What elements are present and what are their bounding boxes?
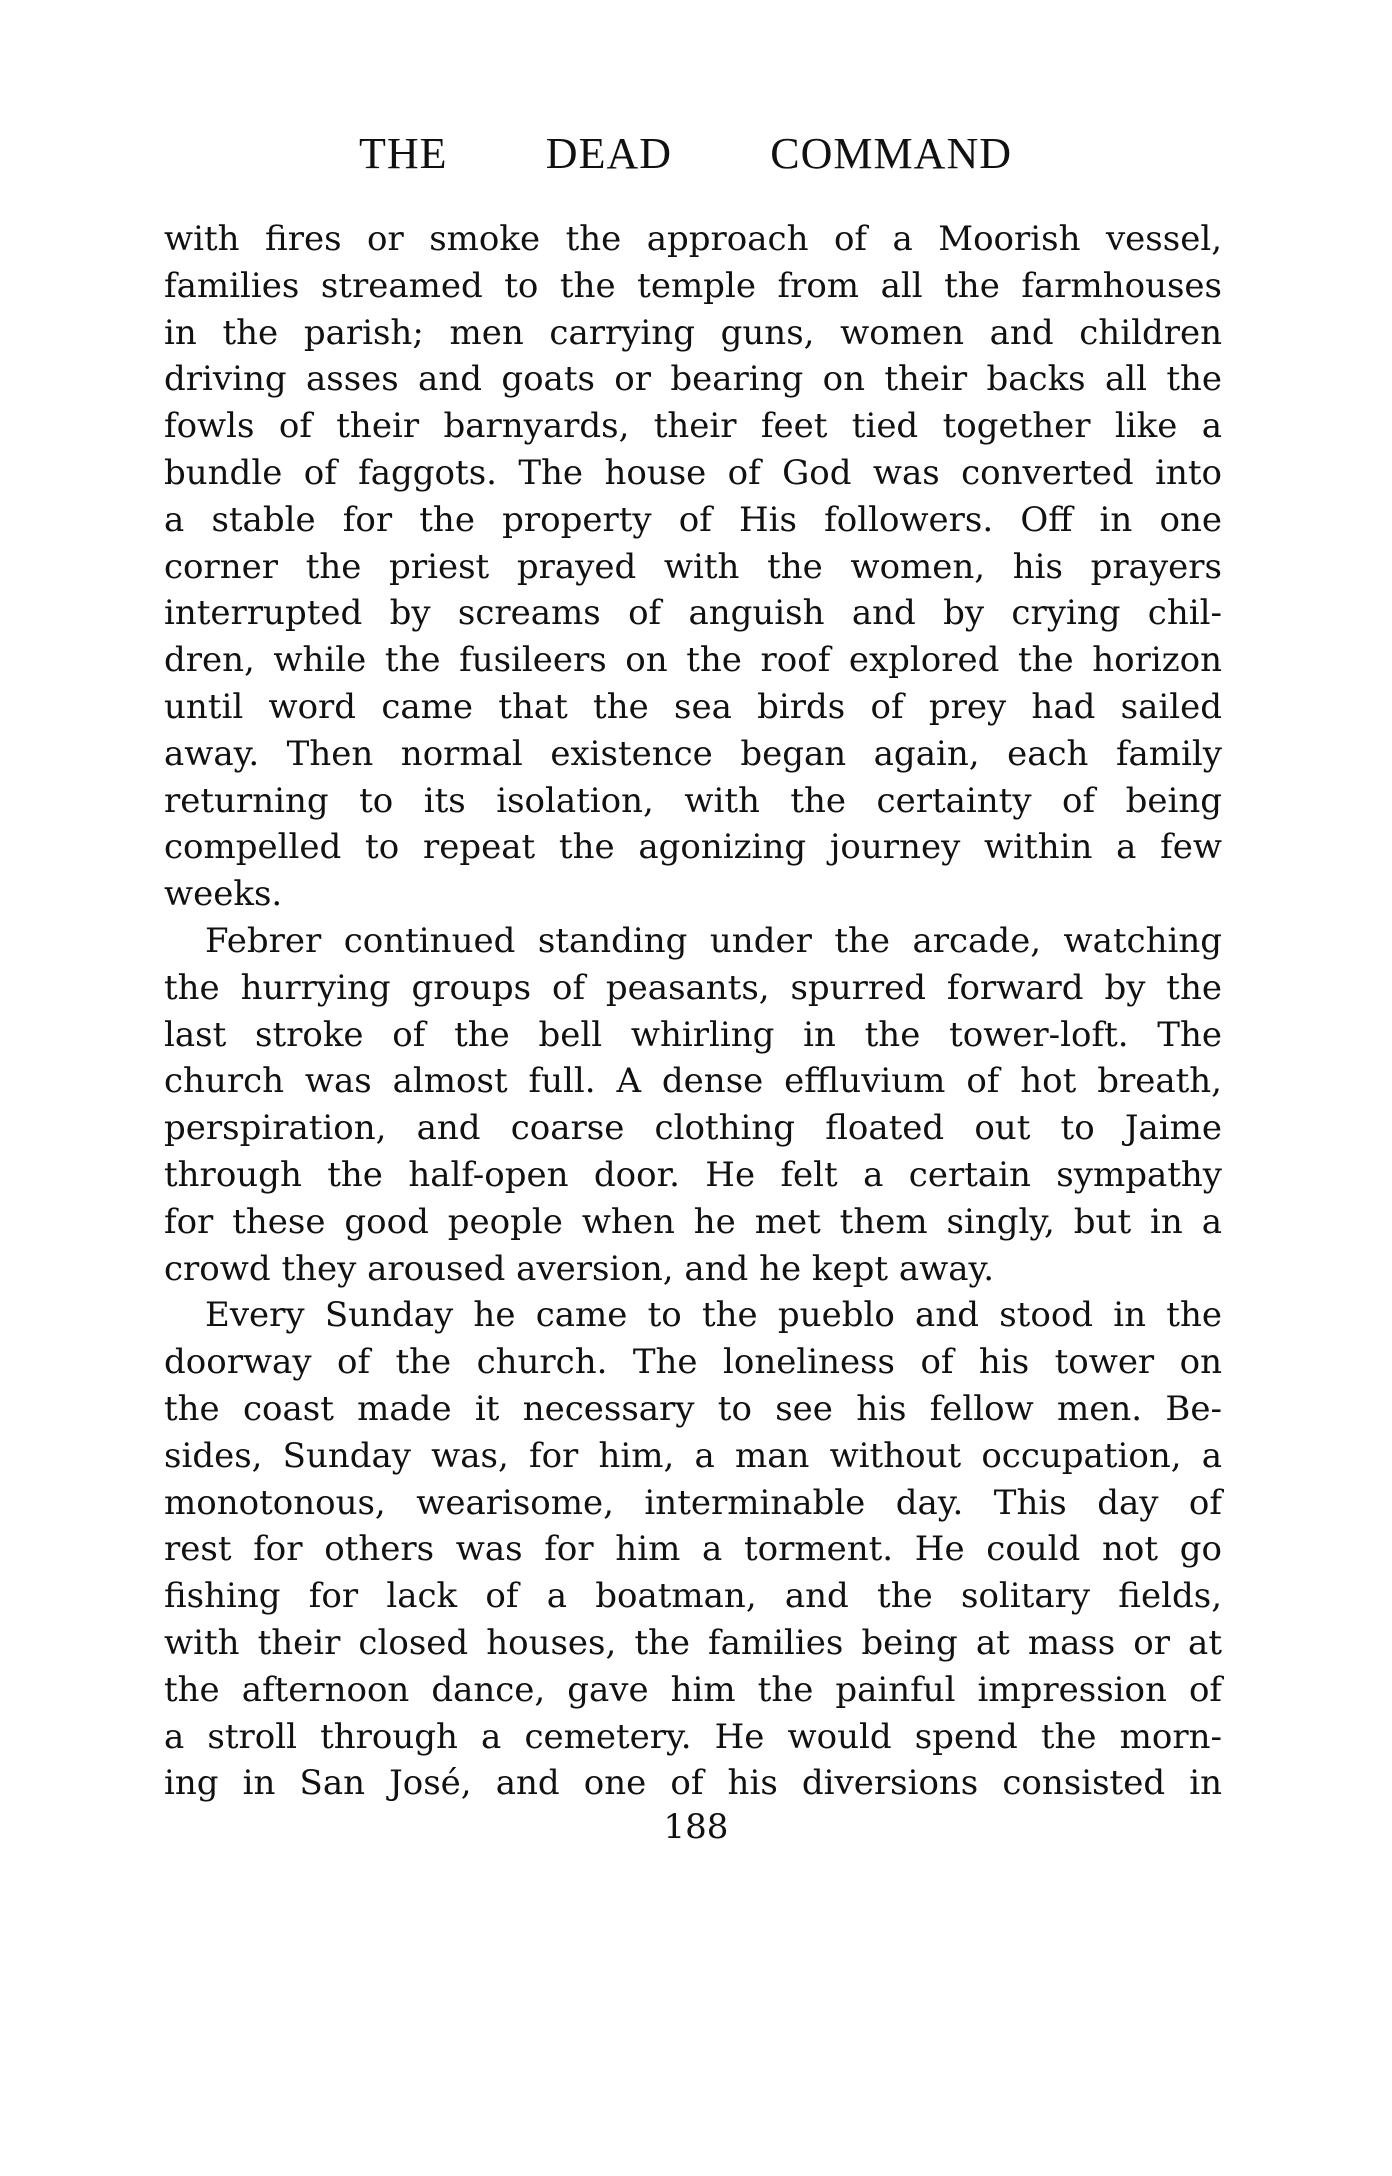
text-line: church was almost full. A dense effluvium of hot breath, xyxy=(164,1061,1222,1102)
text-line: the coast made it necessary to see his fellow men. Be- xyxy=(164,1388,1222,1429)
text-line: for these good people when he met them singly, but in a xyxy=(164,1201,1222,1242)
text-line: Every Sunday he came to the pueblo and stood in the xyxy=(205,1295,1222,1336)
text-line: crowd they aroused aversion, and he kept away. xyxy=(164,1248,994,1289)
text-line: driving asses and goats or bearing on their backs all the xyxy=(164,359,1222,400)
text-line: monotonous, wearisome, interminable day. This day of xyxy=(164,1482,1222,1523)
running-title: THE DEAD COMMAND xyxy=(359,129,1012,178)
text-line: weeks. xyxy=(164,874,283,915)
text-line: corner the priest prayed with the women, his prayers xyxy=(164,546,1222,587)
text-line: a stable for the property of His followers. Off in one xyxy=(164,499,1222,540)
text-line: Febrer continued standing under the arcade, watching xyxy=(205,920,1222,961)
text-line: a stroll through a cemetery. He would spend the morn- xyxy=(164,1716,1222,1757)
text-line: dren, while the fusileers on the roof explored the horizon xyxy=(164,640,1222,681)
text-line: with their closed houses, the families being at mass or at xyxy=(164,1622,1222,1663)
text-line: doorway of the church. The loneliness of his tower on xyxy=(164,1342,1222,1383)
text-line: with fires or smoke the approach of a Moorish vessel, xyxy=(164,219,1222,259)
text-line: returning to its isolation, with the certainty of being xyxy=(164,780,1222,821)
text-line: ing in San José, and one of his diversions consisted in xyxy=(164,1763,1222,1804)
page-number: 188 xyxy=(663,1807,729,1847)
text-line: bundle of faggots. The house of God was converted into xyxy=(164,452,1222,493)
text-line: last stroke of the bell whirling in the tower-loft. The xyxy=(164,1014,1222,1055)
text-line: through the half-open door. He felt a certain sympathy xyxy=(164,1154,1222,1195)
text-line: compelled to repeat the agonizing journey within a few xyxy=(164,827,1222,868)
text-line: sides, Sunday was, for him, a man without occupation, a xyxy=(164,1435,1222,1476)
text-line: until word came that the sea birds of prey had sailed xyxy=(164,686,1222,727)
text-line: the hurrying groups of peasants, spurred forward by the xyxy=(164,967,1222,1008)
text-line: perspiration, and coarse clothing floated out to Jaime xyxy=(164,1108,1222,1149)
text-line: the afternoon dance, gave him the painful impression of xyxy=(164,1669,1222,1710)
text-line: in the parish; men carrying guns, women and children xyxy=(164,312,1222,353)
text-line: interrupted by screams of anguish and by crying chil- xyxy=(164,593,1222,634)
text-line: families streamed to the temple from all the farmhouses xyxy=(164,265,1222,306)
body-text xyxy=(164,216,1222,1807)
text-line: fishing for lack of a boatman, and the solitary fields, xyxy=(164,1576,1222,1617)
text-line: fowls of their barnyards, their feet tied together like a xyxy=(164,406,1222,447)
text-line: away. Then normal existence began again, each family xyxy=(164,733,1222,774)
text-line: rest for others was for him a torment. He could not go xyxy=(164,1529,1222,1570)
